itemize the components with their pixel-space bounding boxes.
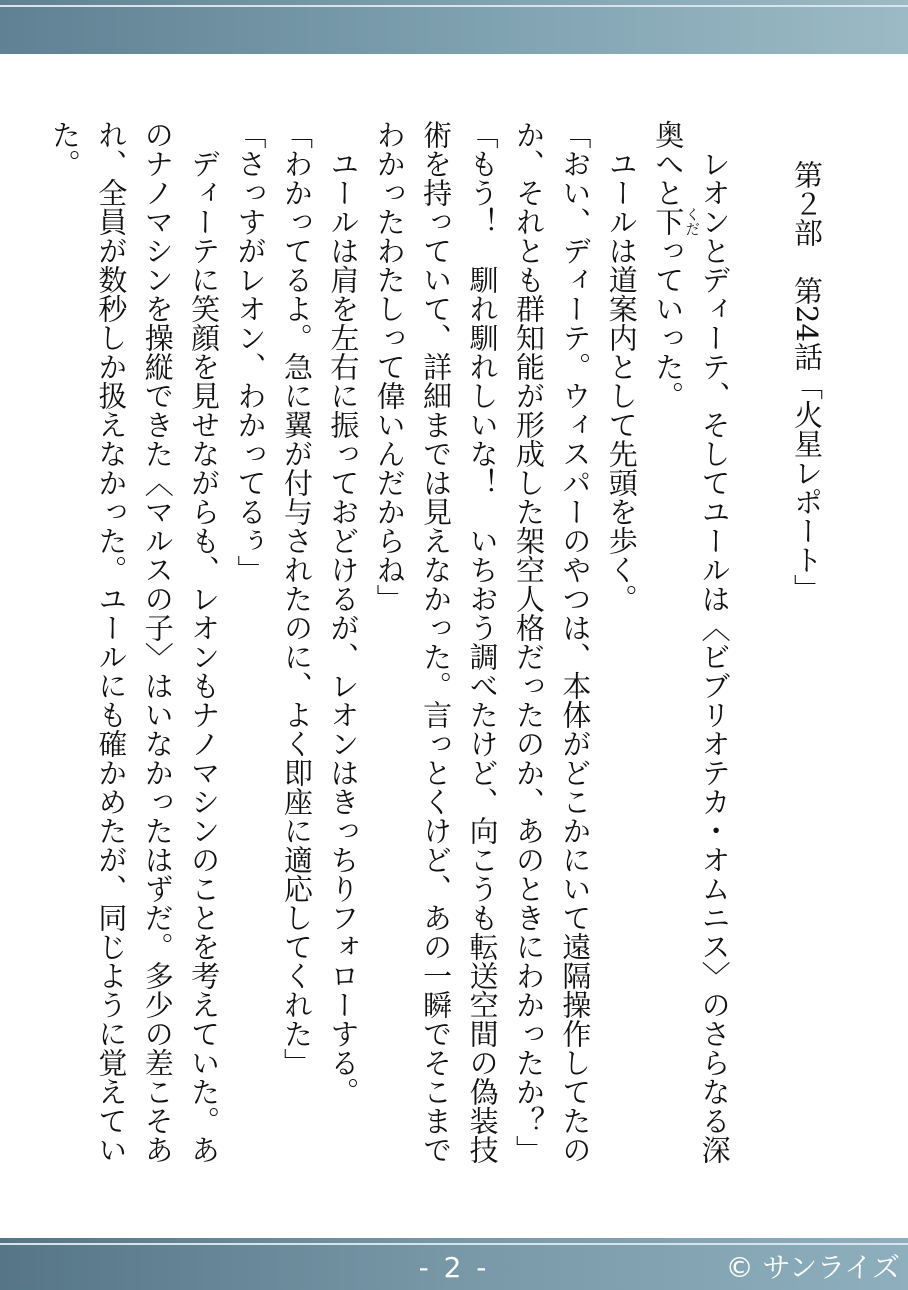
dialogue-2: 「もう！ 馴れ馴れしいな！ いちおう調べたけど、向こうも転送空間の偽装技術を持っていて、詳細までは見えなかった。言っとくけど、あの一瞬でそこまでわかったわたしって偉いんだからね」 bbox=[372, 120, 500, 1164]
header-divider bbox=[0, 5, 908, 7]
paragraph-1-text-end: っていった。 bbox=[651, 236, 686, 410]
paragraph-4: ディーテに笑顔を見せながらも、レオンもナノマシンのことを考えていた。あのナノマシンを操縦できた〈マルスの子〉はいなかったはずだ。多少の差こそあれ、全員が数秒しか扱えなかった。ユールにも確かめたが、同じように覚えていた。 bbox=[47, 120, 222, 1164]
dialogue-1: 「おい、ディーテ。ウィスパーのやつは、本体がどこかにいて遠隔操作してたのか、それとも群知能が形成した架空人格だったのか、あのときにわかったか？」 bbox=[511, 120, 593, 1164]
page-number: - 2 - bbox=[418, 1251, 490, 1284]
dialogue-4: 「さっすがレオン、わかってるぅ」 bbox=[233, 120, 268, 584]
footer-divider bbox=[0, 1243, 908, 1245]
header-bar bbox=[0, 0, 908, 54]
ruby-annotation: 下くだ bbox=[651, 207, 700, 236]
copyright-notice: © サンライズ bbox=[725, 1251, 900, 1284]
ruby-reading: くだ bbox=[683, 207, 700, 236]
chapter-title: 第２部 第24話「火星レポート」 bbox=[790, 160, 824, 603]
paragraph-1 bbox=[645, 120, 738, 1180]
paragraph-1-text: レオンとディーテ、そしてユールは〈ビブリオテカ・オムニス〉のさらなる深奥へと bbox=[651, 120, 732, 1164]
dialogue-3: 「わかってるよ。急に翼が付与されたのに、よく即座に適応してくれた」 bbox=[279, 120, 314, 1077]
novel-body bbox=[47, 120, 830, 1180]
paragraph-2: ユールは道案内として先頭を歩く。 bbox=[604, 149, 639, 613]
paragraph-3: ユールは肩を左右に振っておどけるが、レオンはきっちりフォローする。 bbox=[326, 149, 361, 1106]
